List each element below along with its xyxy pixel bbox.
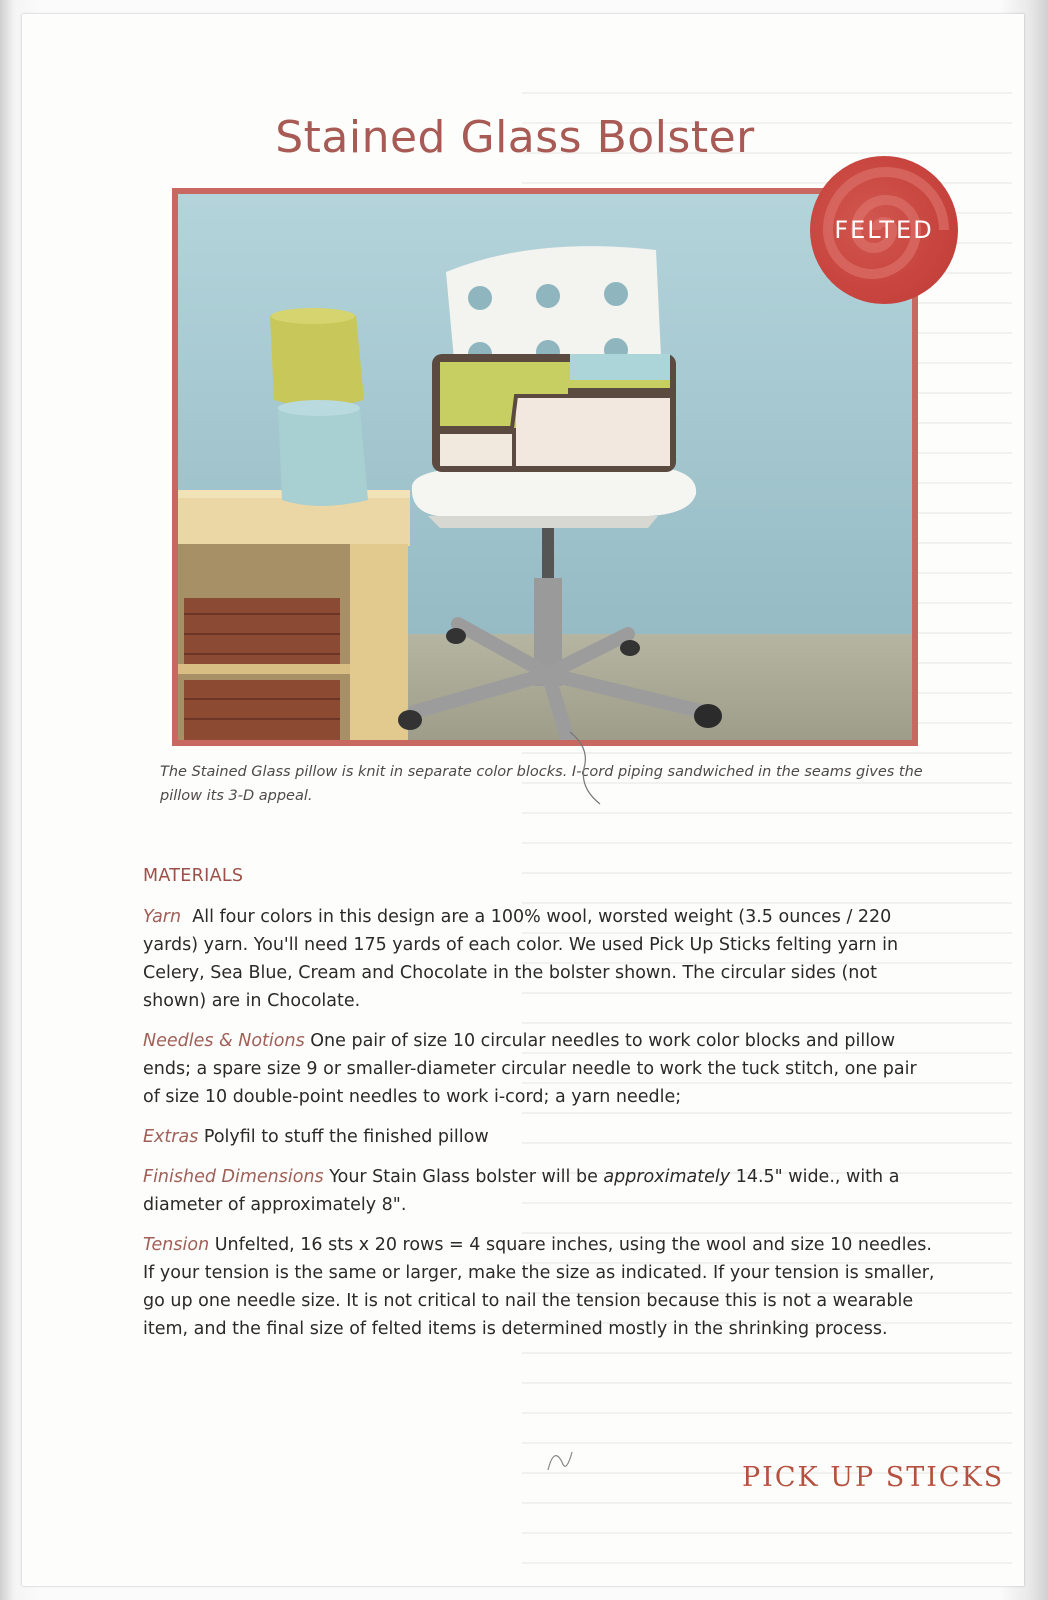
extras-label: Extras <box>143 1127 199 1147</box>
extras-paragraph <box>143 1123 938 1151</box>
needles-text: One pair of size 10 circular needles to work color blocks and pillow ends; a spare size 9 or smaller-diameter circular needle to work the tuck stitch, one pair of size 10 double-point needles to work i-cord; a yarn needle; <box>143 1031 917 1107</box>
materials-list <box>143 903 938 1355</box>
yarn-text: All four colors in this design are a 100% wool, worsted weight (3.5 ounces / 220 yards) yarn. You'll need 175 yards of each color. We used Pick Up Sticks felting yarn in Celery, Sea Blue, Cream and Chocolate in the bolster shown. The circular sides (not shown) are in Chocolate. <box>143 907 899 1011</box>
extras-text: Polyfil to stuff the finished pillow <box>203 1127 489 1147</box>
tension-paragraph <box>143 1231 938 1343</box>
brand-logo: PICK UP STICKS <box>742 1462 1005 1493</box>
page-title: Stained Glass Bolster <box>275 112 755 163</box>
photo-caption: The Stained Glass pillow is knit in separate color blocks. I-cord piping sandwiched in the seams gives the pillow its 3-D appeal. <box>160 764 923 804</box>
needles-paragraph <box>143 1027 938 1111</box>
dimensions-paragraph <box>143 1163 938 1219</box>
felted-badge <box>810 156 958 304</box>
dimensions-text-after: 14.5" wide., with a diameter of approximately 8". <box>143 1167 900 1215</box>
tension-text: Unfelted, 16 sts x 20 rows = 4 square inches, using the wool and size 10 needles. If your tension is the same or larger, make the size as indicated. If your tension is smaller, go up one needle size. It is not critical to nail the tension because this is not a wearable item, and the final size of felted items is determined mostly in the shrinking process. <box>143 1235 935 1339</box>
chair-bolster-photo-icon <box>178 194 912 740</box>
yarn-paragraph <box>143 903 938 1015</box>
needles-label: Needles & Notions <box>143 1031 305 1051</box>
dimensions-emphasis: approximately <box>603 1167 731 1187</box>
product-photo <box>172 188 918 746</box>
yarn-label: Yarn <box>143 907 182 927</box>
dimensions-text-before: Your Stain Glass bolster will be <box>329 1167 598 1187</box>
materials-heading: MATERIALS <box>143 866 244 886</box>
badge-label: FELTED <box>834 216 934 244</box>
tension-label: Tension <box>143 1235 210 1255</box>
dimensions-label: Finished Dimensions <box>143 1167 324 1187</box>
